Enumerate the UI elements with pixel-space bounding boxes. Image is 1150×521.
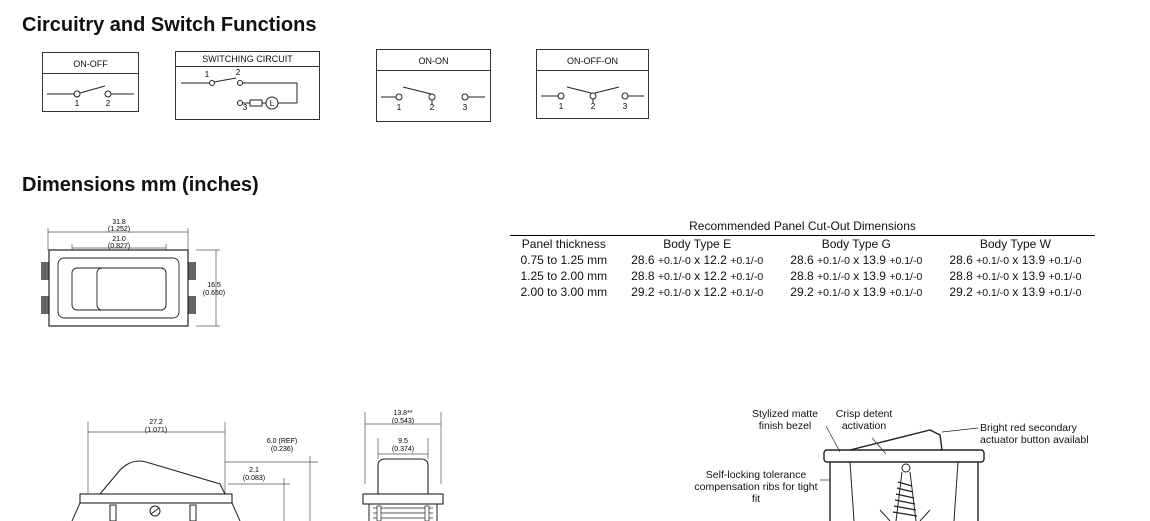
circuit-switching-title: SWITCHING CIRCUIT bbox=[202, 54, 293, 64]
circuit-on-off-on-title: ON-OFF-ON bbox=[567, 56, 618, 66]
table-cell: 29.2 +0.1/-0 x 13.9 +0.1/-0 bbox=[949, 285, 1082, 299]
table-row bbox=[510, 284, 1095, 300]
dim-bezel-mm: 2.1 bbox=[249, 467, 259, 474]
dim-height-in: (0.650) bbox=[202, 290, 226, 297]
dim-ref-mm: 6.0 (REF) bbox=[266, 438, 298, 445]
callout-actuator: Bright red secondary actuator button availabl bbox=[980, 422, 1089, 446]
dim-inner-in: (0.827) bbox=[107, 243, 131, 250]
callout-detent: Crisp detent activation bbox=[835, 408, 893, 432]
lamp-label: L bbox=[269, 99, 275, 108]
circuit-on-off-on bbox=[536, 49, 649, 119]
end-view-drawing bbox=[355, 404, 455, 521]
pin-label: 3 bbox=[242, 103, 248, 112]
on-off-schematic bbox=[43, 53, 138, 111]
dim-width-in: (1.252) bbox=[107, 226, 131, 233]
pin-label: 1 bbox=[558, 102, 564, 111]
dim-bezel-in: (0.083) bbox=[242, 475, 266, 482]
table-cell: 28.6 +0.1/-0 x 12.2 +0.1/-0 bbox=[631, 253, 764, 267]
pin-label: 2 bbox=[429, 103, 435, 112]
dim-inner-in: (0.374) bbox=[391, 446, 415, 453]
dim-ref-in: (0.236) bbox=[270, 446, 294, 453]
circuit-on-off-title: ON-OFF bbox=[73, 59, 108, 69]
on-on-schematic bbox=[377, 50, 490, 121]
pin-label: 1 bbox=[396, 103, 402, 112]
table-cell: 29.2 +0.1/-0 x 12.2 +0.1/-0 bbox=[631, 285, 764, 299]
table-header: Body Type E bbox=[618, 236, 777, 253]
dim-length-mm: 27.2 bbox=[149, 419, 163, 426]
top-view-drawing bbox=[36, 212, 236, 334]
table-row bbox=[510, 268, 1095, 284]
table-cell: 29.2 +0.1/-0 x 13.9 +0.1/-0 bbox=[790, 285, 923, 299]
side-view-drawing bbox=[60, 412, 330, 521]
table-cell-thickness: 1.25 to 2.00 mm bbox=[520, 269, 608, 283]
dim-height-mm: 16.5 bbox=[207, 282, 221, 289]
table-cell: 28.6 +0.1/-0 x 13.9 +0.1/-0 bbox=[790, 253, 923, 267]
switching-schematic bbox=[176, 52, 319, 119]
table-cell: 28.6 +0.1/-0 x 13.9 +0.1/-0 bbox=[949, 253, 1082, 267]
pin-label: 3 bbox=[462, 103, 468, 112]
cutout-table bbox=[510, 219, 1095, 300]
callout-ribs: Self-locking tolerance compensation ribs for tight fit bbox=[694, 469, 818, 505]
dim-length-in: (1.071) bbox=[144, 427, 168, 434]
dim-inner-mm: 9.5 bbox=[398, 438, 408, 445]
pin-label: 2 bbox=[105, 99, 111, 108]
cutout-table-caption: Recommended Panel Cut-Out Dimensions bbox=[689, 219, 916, 233]
table-cell: 28.8 +0.1/-0 x 13.9 +0.1/-0 bbox=[790, 269, 923, 283]
dim-width-mm: 31.8 bbox=[112, 219, 126, 226]
circuit-on-on bbox=[376, 49, 491, 122]
table-cell-thickness: 2.00 to 3.00 mm bbox=[520, 285, 608, 299]
table-header: Panel thickness bbox=[510, 236, 618, 253]
table-header-row bbox=[510, 236, 1095, 253]
table-cell: 28.8 +0.1/-0 x 12.2 +0.1/-0 bbox=[631, 269, 764, 283]
pin-label: 2 bbox=[590, 102, 596, 111]
dim-outer-mm: 13.8** bbox=[393, 410, 413, 417]
pin-label: 3 bbox=[622, 102, 628, 111]
pin-label: 2 bbox=[235, 68, 241, 77]
table-header: Body Type G bbox=[777, 236, 936, 253]
circuit-on-on-title: ON-ON bbox=[418, 56, 449, 66]
dimensions-title: Dimensions mm (inches) bbox=[22, 174, 259, 196]
table-cell: 28.8 +0.1/-0 x 13.9 +0.1/-0 bbox=[949, 269, 1082, 283]
on-off-on-schematic bbox=[537, 50, 648, 118]
pin-label: 1 bbox=[204, 70, 210, 79]
circuit-on-off bbox=[42, 52, 139, 112]
pin-label: 1 bbox=[74, 99, 80, 108]
dim-inner-mm: 21.0 bbox=[112, 236, 126, 243]
table-header: Body Type W bbox=[936, 236, 1095, 253]
circuit-switching bbox=[175, 51, 320, 120]
callout-bezel: Stylized matte finish bezel bbox=[752, 408, 818, 432]
table-cell-thickness: 0.75 to 1.25 mm bbox=[520, 253, 608, 267]
circuitry-title: Circuitry and Switch Functions bbox=[22, 14, 317, 36]
dim-outer-in: (0.543) bbox=[391, 418, 415, 425]
table-row bbox=[510, 252, 1095, 268]
